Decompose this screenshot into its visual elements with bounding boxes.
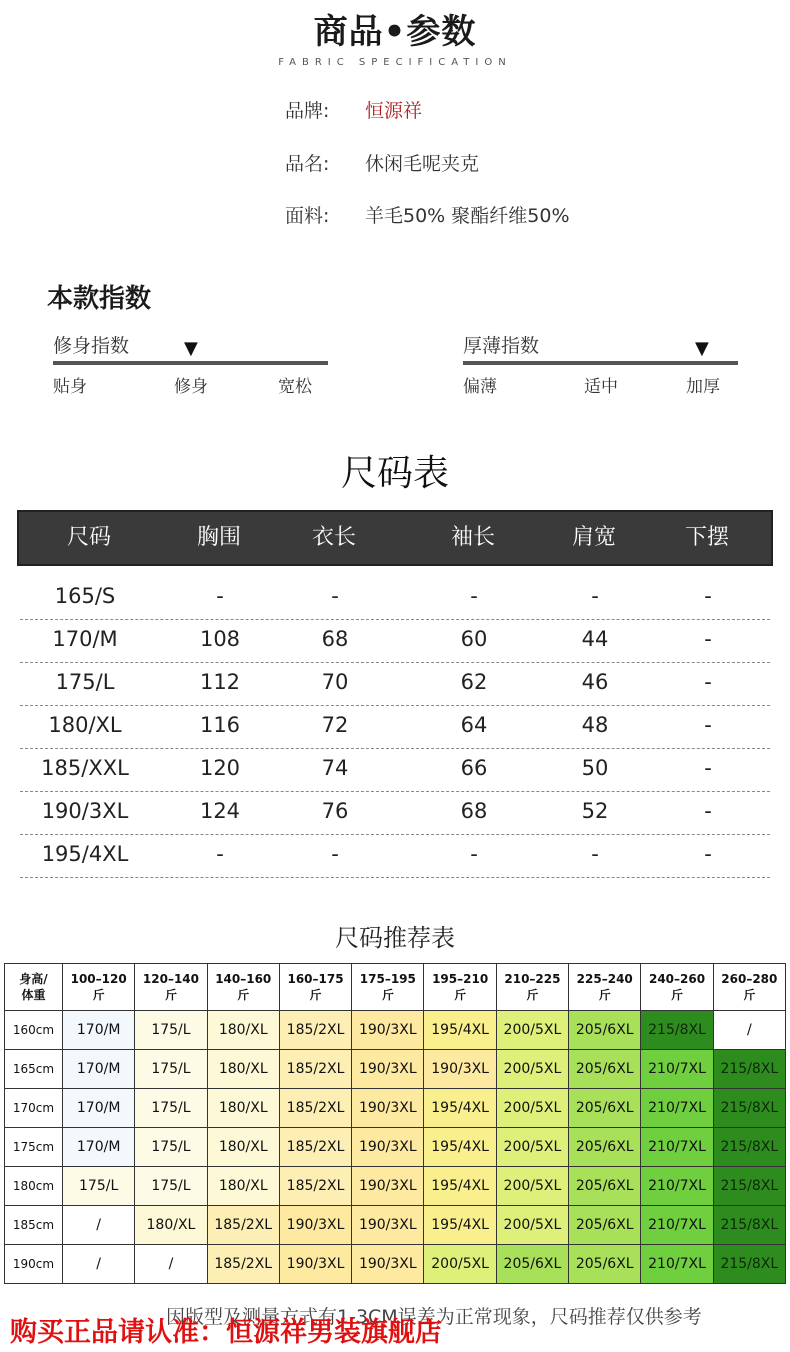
corner-label: 体重	[21, 988, 46, 1002]
size-cell: -	[704, 713, 712, 737]
size-cell: -	[470, 584, 478, 608]
recommend-cell: 175/L	[135, 1089, 207, 1128]
recommend-cell: 175/L	[135, 1050, 207, 1089]
column-header: 衣长	[311, 525, 356, 550]
size-cell: 62	[460, 670, 488, 694]
thickness-label-thin: 偏薄	[463, 377, 497, 397]
recommend-cell: 195/4XL	[424, 1167, 496, 1206]
weight-header	[641, 964, 713, 1011]
recommend-cell: 205/6XL	[569, 1206, 641, 1245]
recommend-cell: 205/6XL	[496, 1245, 568, 1284]
size-cell: 120	[199, 756, 241, 780]
size-cell: -	[470, 842, 478, 866]
weight-label: 斤	[237, 988, 250, 1002]
size-cell: -	[704, 756, 712, 780]
recommend-cell: 180/XL	[135, 1206, 207, 1245]
weight-label: 斤	[381, 988, 394, 1002]
size-cell: 66	[460, 756, 488, 780]
recommend-cell: 195/4XL	[424, 1011, 496, 1050]
size-cell: 175/L	[55, 670, 115, 694]
recommend-cell: 190/3XL	[279, 1245, 351, 1284]
recommend-cell: 215/8XL	[713, 1245, 785, 1284]
size-cell: -	[704, 627, 712, 651]
weight-header	[496, 964, 568, 1011]
recommend-table	[4, 963, 786, 1284]
size-cell: -	[704, 670, 712, 694]
recommend-cell: 210/7XL	[641, 1050, 713, 1089]
size-row	[20, 791, 770, 835]
recommend-cell: 200/5XL	[496, 1011, 568, 1050]
size-cell: 68	[460, 799, 488, 823]
size-cell: -	[216, 842, 224, 866]
thickness-label-thick: 加厚	[686, 377, 720, 397]
weight-header	[135, 964, 207, 1011]
recommend-row	[5, 1245, 786, 1284]
weight-label: 210–225	[504, 972, 561, 986]
recommend-cell: 205/6XL	[569, 1167, 641, 1206]
recommend-cell: /	[135, 1245, 207, 1284]
recommend-cell: 170/M	[63, 1128, 135, 1167]
size-cell: -	[704, 842, 712, 866]
fit-selected-arrow-icon: ▼	[184, 338, 198, 359]
recommend-row	[5, 1167, 786, 1206]
size-cell: 72	[321, 713, 349, 737]
recommend-cell: 175/L	[135, 1167, 207, 1206]
weight-label: 斤	[743, 988, 756, 1002]
size-cell: -	[331, 584, 339, 608]
size-cell: 112	[199, 670, 241, 694]
weight-header	[352, 964, 424, 1011]
thickness-selected-arrow-icon: ▼	[695, 338, 709, 359]
recommend-cell: 185/2XL	[279, 1050, 351, 1089]
recommend-cell: 210/7XL	[641, 1206, 713, 1245]
recommend-cell: 200/5XL	[424, 1245, 496, 1284]
recommend-row	[5, 1206, 786, 1245]
spec-brand	[285, 96, 422, 123]
thickness-index-name: 厚薄指数	[463, 335, 540, 357]
recommend-cell: 200/5XL	[496, 1050, 568, 1089]
weight-label: 斤	[309, 988, 322, 1002]
recommend-cell: 190/3XL	[352, 1206, 424, 1245]
weight-header	[424, 964, 496, 1011]
size-cell: 190/3XL	[41, 799, 129, 823]
recommend-cell: 205/6XL	[569, 1050, 641, 1089]
size-cell: 116	[199, 713, 241, 737]
spec-value: 休闲毛呢夹克	[365, 153, 480, 175]
recommend-cell: 175/L	[135, 1011, 207, 1050]
recommend-cell: 215/8XL	[641, 1011, 713, 1050]
height-label: 185cm	[5, 1206, 63, 1245]
weight-label: 斤	[671, 988, 684, 1002]
weight-header	[63, 964, 135, 1011]
spec-fabric	[285, 201, 570, 228]
recommend-cell: 210/7XL	[641, 1089, 713, 1128]
recommend-cell: 170/M	[63, 1089, 135, 1128]
weight-label: 260–280	[721, 972, 778, 986]
recommend-cell: /	[63, 1206, 135, 1245]
measurement-note: 因版型及测量方式有1-3CM误差为正常现象，尺码推荐仅供参考	[166, 1306, 702, 1328]
spec-product-name	[285, 149, 479, 176]
size-cell: 180/XL	[48, 713, 122, 737]
recommend-cell: 190/3XL	[352, 1089, 424, 1128]
size-cell: 124	[199, 799, 241, 823]
size-row	[20, 705, 770, 749]
height-label: 190cm	[5, 1245, 63, 1284]
recommend-cell: 185/2XL	[279, 1011, 351, 1050]
weight-label: 175–195	[359, 972, 416, 986]
height-label: 170cm	[5, 1089, 63, 1128]
recommend-cell: 205/6XL	[569, 1089, 641, 1128]
recommend-cell: 195/4XL	[424, 1206, 496, 1245]
recommend-cell: 185/2XL	[279, 1089, 351, 1128]
recommend-cell: 200/5XL	[496, 1089, 568, 1128]
height-label: 160cm	[5, 1011, 63, 1050]
weight-label: 斤	[454, 988, 467, 1002]
thickness-label-medium: 适中	[584, 377, 618, 397]
recommend-cell: 205/6XL	[569, 1011, 641, 1050]
recommend-cell: 175/L	[63, 1167, 135, 1206]
size-chart-title: 尺码表	[340, 453, 449, 494]
weight-label: 240–260	[648, 972, 706, 986]
weight-header	[569, 964, 641, 1011]
size-cell: 46	[581, 670, 609, 694]
recommend-cell: 175/L	[135, 1128, 207, 1167]
recommend-cell: 185/2XL	[279, 1128, 351, 1167]
size-row	[20, 619, 770, 663]
recommend-cell: 190/3XL	[352, 1050, 424, 1089]
weight-label: 斤	[598, 988, 611, 1002]
recommend-cell: 215/8XL	[713, 1206, 785, 1245]
size-cell: 185/XXL	[41, 756, 129, 780]
size-cell: -	[331, 842, 339, 866]
recommend-cell: 215/8XL	[713, 1167, 785, 1206]
weight-label: 斤	[92, 988, 105, 1002]
fit-label-slim: 修身	[174, 377, 208, 397]
recommend-cell: 185/2XL	[207, 1206, 279, 1245]
recommend-row	[5, 1050, 786, 1089]
size-cell: 70	[321, 670, 349, 694]
recommend-cell: 200/5XL	[496, 1128, 568, 1167]
size-cell: -	[591, 842, 599, 866]
recommend-cell: 190/3XL	[352, 1011, 424, 1050]
recommend-cell: 205/6XL	[569, 1245, 641, 1284]
recommend-cell: 215/8XL	[713, 1089, 785, 1128]
fit-index-bar	[53, 361, 328, 365]
size-chart-header	[17, 510, 773, 566]
size-cell: 68	[321, 627, 349, 651]
size-cell: 108	[199, 627, 241, 651]
height-label: 175cm	[5, 1128, 63, 1167]
size-cell: 170/M	[52, 627, 118, 651]
size-row	[20, 834, 770, 878]
recommend-cell: 205/6XL	[569, 1128, 641, 1167]
recommend-cell: 215/8XL	[713, 1050, 785, 1089]
size-cell: 52	[581, 799, 609, 823]
recommend-row	[5, 1128, 786, 1167]
spec-key: 面料:	[285, 205, 330, 227]
recommend-cell: 210/7XL	[641, 1245, 713, 1284]
store-watermark: 购买正品请认准：恒源祥男装旗舰店	[10, 1317, 442, 1348]
size-row	[20, 748, 770, 792]
size-cell: 195/4XL	[41, 842, 129, 866]
weight-label: 120–140	[142, 972, 199, 986]
recommend-cell: 190/3XL	[352, 1245, 424, 1284]
size-cell: 165/S	[54, 584, 116, 608]
fit-label-tight: 贴身	[53, 377, 87, 397]
size-cell: 48	[581, 713, 609, 737]
page-subtitle: FABRIC SPECIFICATION	[278, 57, 512, 68]
spec-value: 羊毛50% 聚酯纤维50%	[365, 205, 570, 227]
weight-header	[207, 964, 279, 1011]
recommend-cell: 215/8XL	[713, 1128, 785, 1167]
size-cell: 60	[460, 627, 488, 651]
page-title: 商品•参数	[313, 12, 477, 52]
column-header: 肩宽	[571, 525, 616, 550]
recommend-cell: 190/3XL	[424, 1050, 496, 1089]
fit-index-name: 修身指数	[53, 335, 130, 357]
thickness-index-bar	[463, 361, 738, 365]
recommend-cell: 200/5XL	[496, 1206, 568, 1245]
spec-key: 品牌:	[285, 100, 330, 122]
height-label: 165cm	[5, 1050, 63, 1089]
spec-value: 恒源祥	[365, 100, 423, 122]
recommend-cell: 190/3XL	[279, 1206, 351, 1245]
recommend-cell: /	[713, 1011, 785, 1050]
recommend-cell: 190/3XL	[352, 1128, 424, 1167]
recommend-cell: 185/2XL	[207, 1245, 279, 1284]
size-cell: 44	[581, 627, 609, 651]
weight-label: 195–210	[432, 972, 489, 986]
spec-key: 品名:	[285, 153, 330, 175]
recommend-corner-cell	[5, 964, 63, 1011]
recommend-cell: /	[63, 1245, 135, 1284]
recommend-row	[5, 1089, 786, 1128]
weight-label: 斤	[526, 988, 539, 1002]
size-row	[20, 662, 770, 706]
size-cell: 76	[321, 799, 349, 823]
size-cell: 74	[321, 756, 349, 780]
recommend-cell: 210/7XL	[641, 1167, 713, 1206]
indices-heading: 本款指数	[47, 284, 152, 314]
weight-header	[279, 964, 351, 1011]
recommend-cell: 185/2XL	[279, 1167, 351, 1206]
recommend-cell: 210/7XL	[641, 1128, 713, 1167]
size-cell: 64	[460, 713, 488, 737]
height-label: 180cm	[5, 1167, 63, 1206]
size-cell: -	[704, 799, 712, 823]
recommend-cell: 180/XL	[207, 1167, 279, 1206]
recommend-cell: 180/XL	[207, 1050, 279, 1089]
recommend-cell: 180/XL	[207, 1089, 279, 1128]
weight-label: 160–175	[287, 972, 344, 986]
recommend-cell: 180/XL	[207, 1128, 279, 1167]
weight-header	[713, 964, 785, 1011]
size-cell: -	[704, 584, 712, 608]
weight-label: 100–120	[70, 972, 127, 986]
column-header: 胸围	[196, 525, 241, 550]
recommend-title: 尺码推荐表	[335, 924, 455, 952]
column-header: 尺码	[66, 525, 111, 550]
recommend-cell: 200/5XL	[496, 1167, 568, 1206]
recommend-cell: 180/XL	[207, 1011, 279, 1050]
recommend-cell: 195/4XL	[424, 1128, 496, 1167]
recommend-header-row	[5, 964, 786, 1011]
weight-label: 225–240	[576, 972, 633, 986]
recommend-row	[5, 1011, 786, 1050]
size-cell: -	[216, 584, 224, 608]
corner-label: 身高/	[19, 972, 48, 986]
size-cell: -	[591, 584, 599, 608]
size-row	[20, 576, 770, 620]
recommend-cell: 195/4XL	[424, 1089, 496, 1128]
fit-label-loose: 宽松	[278, 377, 312, 397]
weight-label: 斤	[164, 988, 177, 1002]
column-header: 袖长	[450, 525, 495, 550]
column-header: 下摆	[684, 525, 729, 550]
recommend-cell: 190/3XL	[352, 1167, 424, 1206]
recommend-cell: 170/M	[63, 1050, 135, 1089]
weight-label: 140–160	[215, 972, 272, 986]
size-cell: 50	[581, 756, 609, 780]
recommend-cell: 170/M	[63, 1011, 135, 1050]
